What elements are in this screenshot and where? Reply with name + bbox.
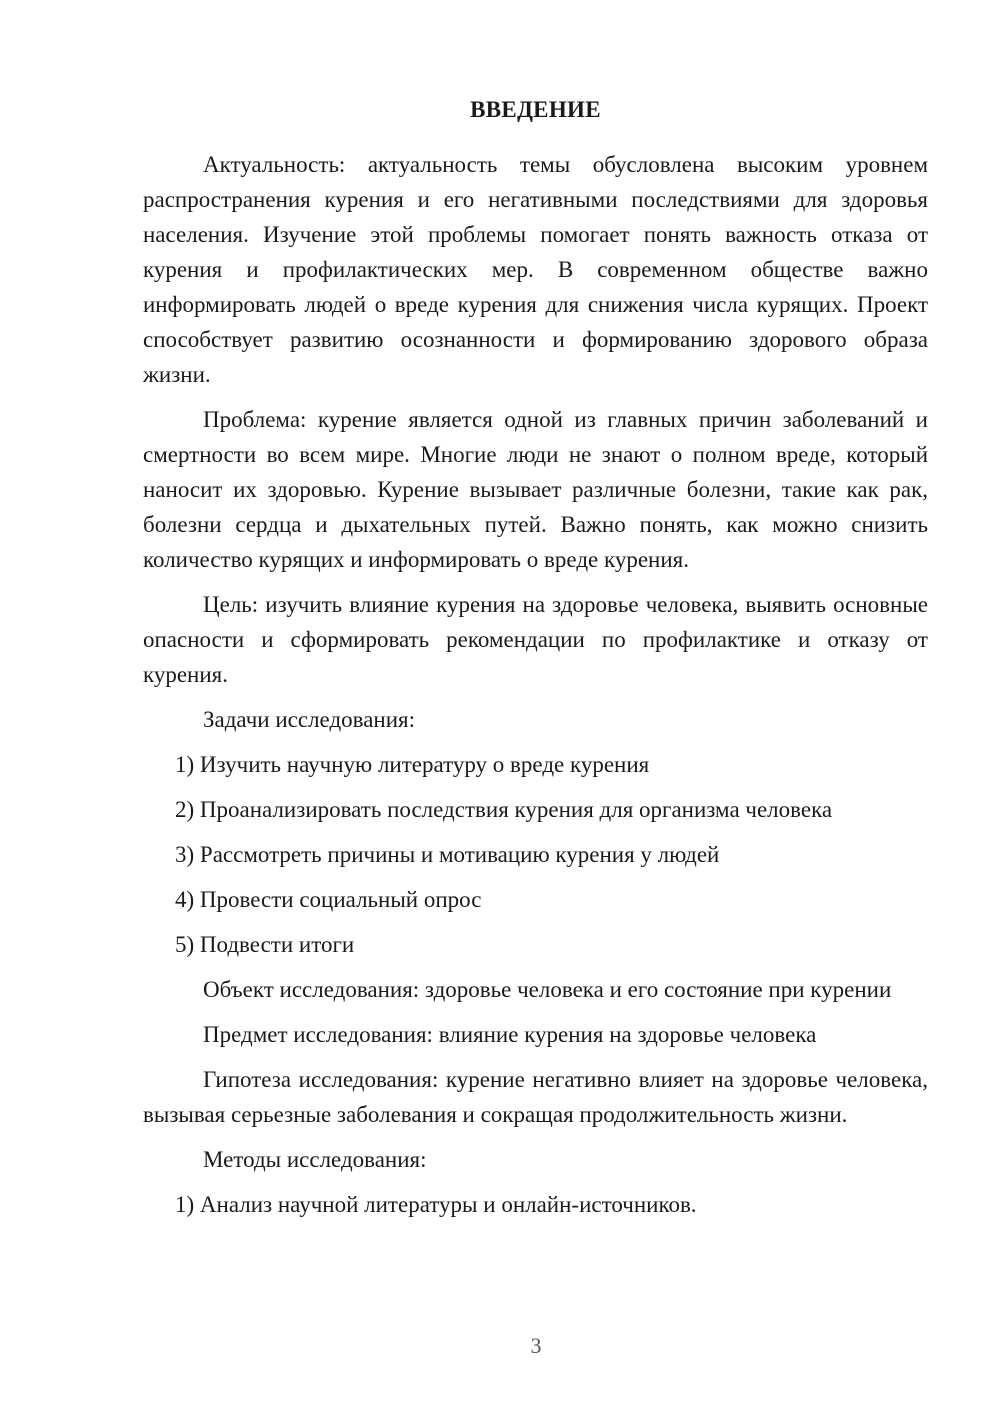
page-number: 3 <box>530 1333 542 1358</box>
problem-paragraph: Проблема: курение является одной из главных причин заболеваний и смертности во всем мире. Многие люди не знают о полном вреде, который наносит их здоровью. Курение вызывает различные болезни, такие как рак, болезни сердца и дыхательных путей. Важно понять, как можно снизить количество курящих и информировать о вреде курения. <box>143 407 928 572</box>
task-item-3: 3) Рассмотреть причины и мотивацию курения у людей <box>175 842 720 867</box>
hypothesis-paragraph: Гипотеза исследования: курение негативно влияет на здоровье человека, вызывая серьезные заболевания и сокращая продолжительность жизни. <box>143 1067 928 1127</box>
document-page <box>143 92 928 1232</box>
method-item-1: 1) Анализ научной литературы и онлайн-источников. <box>175 1192 697 1217</box>
task-item-1: 1) Изучить научную литературу о вреде курения <box>175 752 650 777</box>
task-item-5: 5) Подвести итоги <box>175 932 355 957</box>
relevance-paragraph: Актуальность: актуальность темы обусловлена высоким уровнем распространения курения и его негативными последствиями для здоровья населения. Изучение этой проблемы помогает понять важность отказа от курения и профилактических мер. В современном обществе важно информировать людей о вреде курения для снижения числа курящих. Проект способствует развитию осознанности и формированию здорового образа жизни. <box>143 152 928 387</box>
tasks-heading: Задачи исследования: <box>203 707 416 732</box>
methods-heading: Методы исследования: <box>203 1147 427 1172</box>
goal-paragraph: Цель: изучить влияние курения на здоровье человека, выявить основные опасности и сформировать рекомендации по профилактике и отказу от курения. <box>143 592 928 687</box>
task-item-4: 4) Провести социальный опрос <box>175 887 482 912</box>
object-paragraph: Объект исследования: здоровье человека и его состояние при курении <box>203 977 892 1002</box>
section-title: ВВЕДЕНИЕ <box>470 97 601 122</box>
task-item-2: 2) Проанализировать последствия курения для организма человека <box>175 797 833 822</box>
subject-paragraph: Предмет исследования: влияние курения на здоровье человека <box>203 1022 817 1047</box>
